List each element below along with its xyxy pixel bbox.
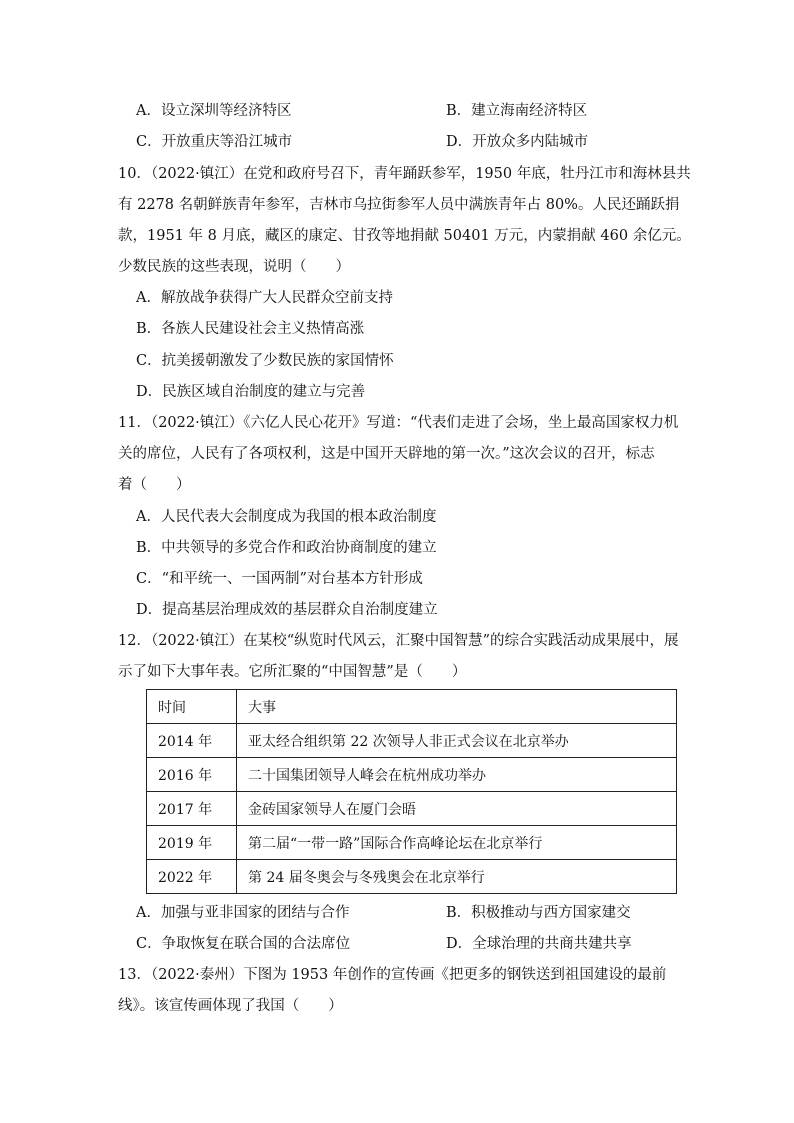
table-cell-year: 2017 年 xyxy=(147,792,237,826)
q9-option-b: B．建立海南经济特区 xyxy=(446,103,588,119)
q10-stem-line-1: 10．（2022·镇江）在党和政府号召下，青年踊跃参军，1950 年底，牡丹江市和海林县共 xyxy=(118,166,691,182)
q9-option-d: D．开放众多内陆城市 xyxy=(446,134,589,150)
table-row xyxy=(147,758,677,792)
q12-option-d: D．全球治理的共商共建共享 xyxy=(446,936,632,952)
q10-option-b: B．各族人民建设社会主义热情高涨 xyxy=(136,321,365,337)
table-row xyxy=(147,792,677,826)
table-cell-event: 亚太经合组织第 22 次领导人非正式会议在北京举办 xyxy=(237,724,677,758)
q11-stem-line-2: 关的席位，人民有了各项权利，这是中国开天辟地的第一次。”这次会议的召开，标志 xyxy=(118,446,655,462)
q10-stem-line-3: 款，1951 年 8 月底，藏区的康定、甘孜等地捐献 50401 万元，内蒙捐献 460 余亿元。 xyxy=(118,228,691,244)
table-header-event: 大事 xyxy=(237,690,677,724)
q9-option-a: A．设立深圳等经济特区 xyxy=(136,103,292,119)
table-cell-event: 金砖国家领导人在厦门会晤 xyxy=(237,792,677,826)
table-row xyxy=(147,724,677,758)
q11-option-a: A．人民代表大会制度成为我国的根本政治制度 xyxy=(136,509,437,525)
q9-option-c: C．开放重庆等沿江城市 xyxy=(136,134,293,150)
q11-stem-line-1: 11．（2022·镇江）《六亿人民心花开》写道：“代表们走进了会场，坐上最高国家权力机 xyxy=(118,415,679,431)
table-header-row xyxy=(147,690,677,724)
q12-stem-line-1: 12．（2022·镇江）在某校“纵览时代风云，汇聚中国智慧”的综合实践活动成果展中，展 xyxy=(118,633,679,649)
q11-option-c: C．“和平统一、一国两制”对台基本方针形成 xyxy=(136,571,423,587)
table-cell-year: 2016 年 xyxy=(147,758,237,792)
q10-stem-line-2: 有 2278 名朝鲜族青年参军，吉林市乌拉街参军人员中满族青年占 80%。人民还踊跃捐 xyxy=(118,197,680,213)
q12-stem-line-2: 示了如下大事年表。它所汇聚的“中国智慧”是（ ） xyxy=(118,664,467,680)
table-cell-year: 2014 年 xyxy=(147,724,237,758)
q11-option-d: D．提高基层治理成效的基层群众自治制度建立 xyxy=(136,602,438,618)
table-cell-year: 2019 年 xyxy=(147,826,237,860)
q12-option-a: A．加强与亚非国家的团结与合作 xyxy=(136,905,350,921)
table-cell-year: 2022 年 xyxy=(147,860,237,894)
q10-option-c: C．抗美援朝激发了少数民族的家国情怀 xyxy=(136,353,394,369)
q12-option-b: B．积极推动与西方国家建交 xyxy=(446,905,631,921)
table-header-time: 时间 xyxy=(147,690,237,724)
events-timeline-table xyxy=(146,689,677,894)
q10-stem-line-4: 少数民族的这些表现，说明（ ） xyxy=(118,259,350,275)
table-row xyxy=(147,860,677,894)
table-cell-event: 第二届“一带一路”国际合作高峰论坛在北京举行 xyxy=(237,826,677,860)
q13-stem-line-1: 13．（2022·泰州）下图为 1953 年创作的宣传画《把更多的钢铁送到祖国建设的最前 xyxy=(118,967,667,983)
q11-stem-line-3: 着（ ） xyxy=(118,477,191,493)
q10-option-a: A．解放战争获得广大人民群众空前支持 xyxy=(136,290,393,306)
table-cell-event: 第 24 届冬奥会与冬残奥会在北京举行 xyxy=(237,860,677,894)
q12-option-c: C．争取恢复在联合国的合法席位 xyxy=(136,936,351,952)
q11-option-b: B．中共领导的多党合作和政治协商制度的建立 xyxy=(136,540,437,556)
table-row xyxy=(147,826,677,860)
table-cell-event: 二十国集团领导人峰会在杭州成功举办 xyxy=(237,758,677,792)
q10-option-d: D．民族区域自治制度的建立与完善 xyxy=(136,384,366,400)
q13-stem-line-2: 线》。该宣传画体现了我国（ ） xyxy=(118,998,343,1014)
